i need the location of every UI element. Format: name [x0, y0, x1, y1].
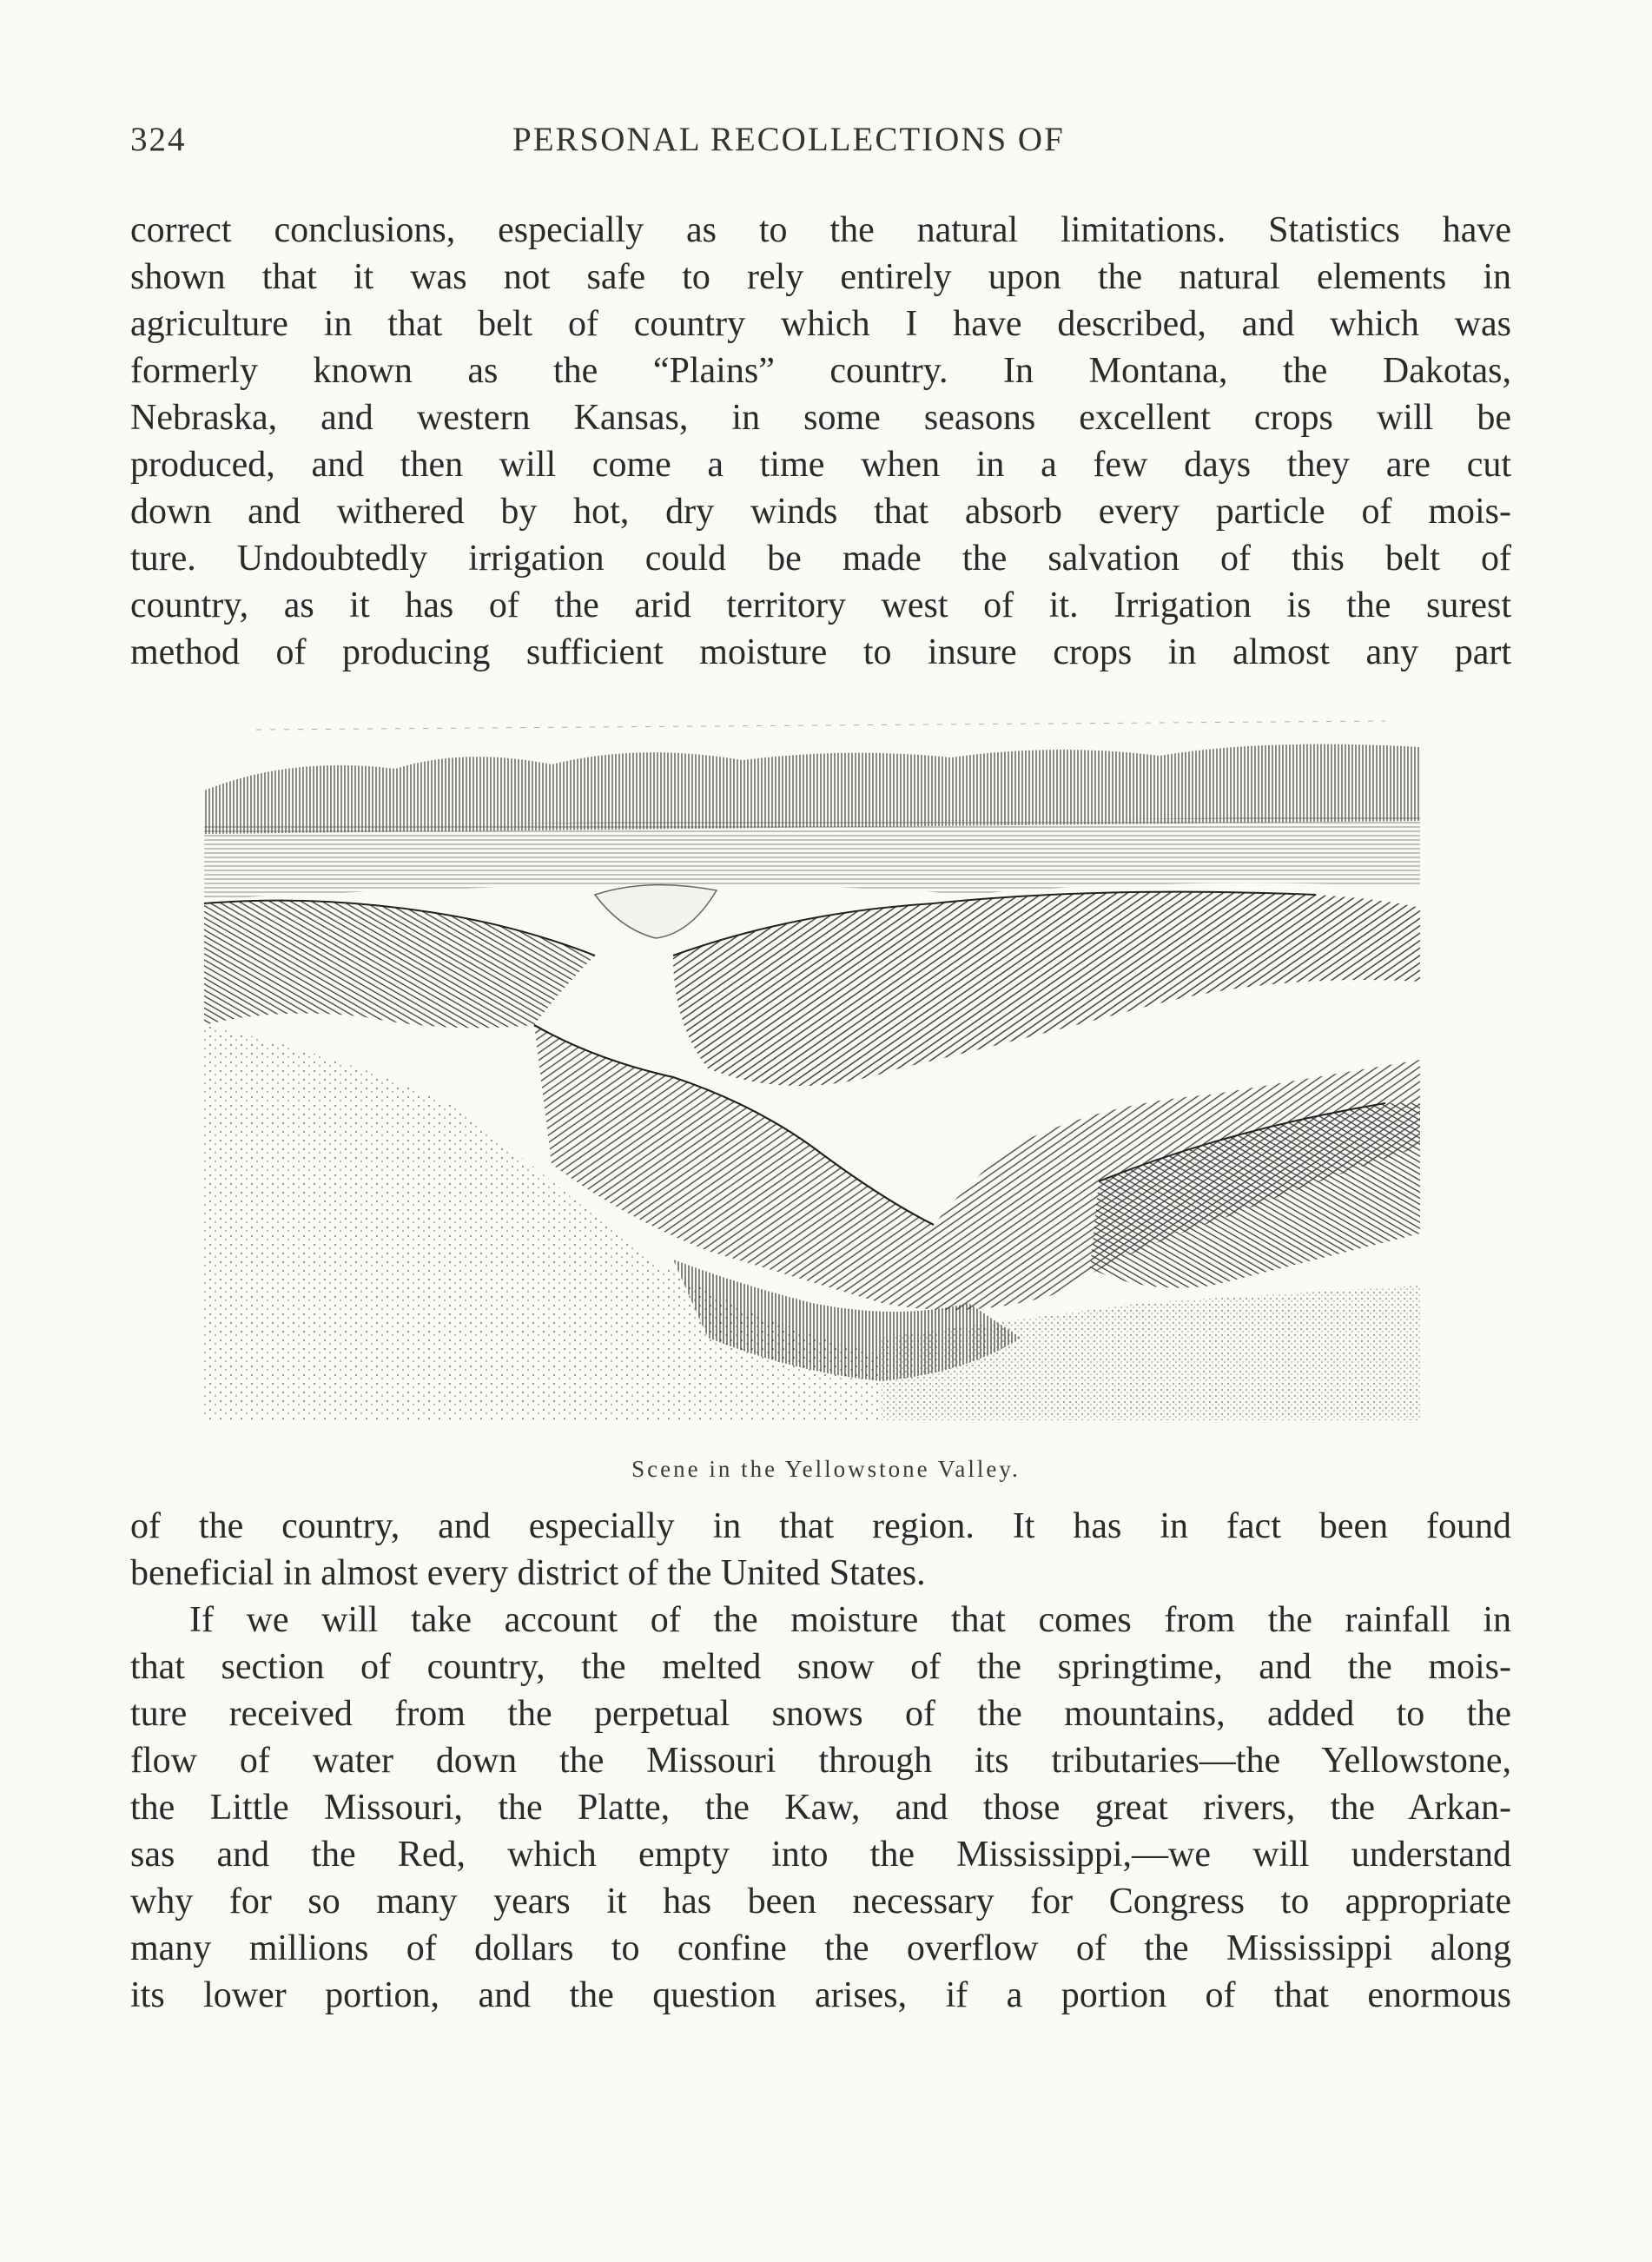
- text-line: of the country, and especially in that region. It has in fact been found: [130, 1506, 1511, 1546]
- text-line: produced, and then will come a time when in a few days they are cut: [130, 445, 1511, 485]
- text-line: method of producing sufficient moisture to insure crops in almost any part: [130, 632, 1511, 672]
- text-line: down and withered by hot, dry winds that absorb every particle of mois-: [130, 492, 1511, 532]
- text-line: formerly known as the “Plains” country. In Montana, the Dakotas,: [130, 351, 1511, 391]
- paragraph-top: [130, 207, 1511, 676]
- text-line: correct conclusions, especially as to the natural limitations. Statistics have: [130, 210, 1511, 250]
- text-line: why for so many years it has been necessary for Congress to appropriate: [130, 1882, 1511, 1921]
- text-line: sas and the Red, which empty into the Mississippi,—we will understand: [130, 1835, 1511, 1875]
- text-line: country, as it has of the arid territory west of it. Irrigation is the surest: [130, 585, 1511, 625]
- text-line: ture. Undoubtedly irrigation could be made the salvation of this belt of: [130, 539, 1511, 579]
- text-line: its lower portion, and the question arises, if a portion of that enormous: [130, 1975, 1511, 2015]
- running-head: [130, 120, 1511, 172]
- engraving-yellowstone-valley: [187, 695, 1437, 1420]
- far-plain: [204, 817, 1420, 899]
- river-pool: [595, 885, 717, 938]
- text-line: ture received from the perpetual snows of the mountains, added to the: [130, 1694, 1511, 1734]
- text-line: flow of water down the Missouri through its tributaries—the Yellowstone,: [130, 1741, 1511, 1781]
- text-line: beneficial in almost every district of the United States.: [130, 1553, 926, 1593]
- text-line: agriculture in that belt of country which I have described, and which was: [130, 304, 1511, 344]
- text-line: many millions of dollars to confine the overflow of the Mississippi along: [130, 1928, 1511, 1968]
- text-line: shown that it was not safe to rely entirely upon the natural elements in: [130, 257, 1511, 297]
- page-number: 324: [130, 121, 187, 158]
- illustration-caption: Scene in the Yellowstone Valley.: [631, 1456, 1021, 1482]
- text-line: Nebraska, and western Kansas, in some seasons excellent crops will be: [130, 398, 1511, 438]
- paragraph-continuation: [130, 1503, 1511, 1597]
- engraving-svg: [187, 695, 1437, 1420]
- right-escarpment: [673, 892, 1420, 1086]
- text-line: that section of country, the melted snow of the springtime, and the mois-: [130, 1647, 1511, 1687]
- paragraph-next: [130, 1597, 1511, 2019]
- text-line: the Little Missouri, the Platte, the Kaw, and those great rivers, the Arkan-: [130, 1788, 1511, 1828]
- text-line: If we will take account of the moisture that comes from the rainfall in: [189, 1600, 1511, 1640]
- running-title: PERSONAL RECOLLECTIONS OF: [512, 121, 1065, 158]
- left-bluff: [204, 901, 595, 1028]
- sky-line: [256, 721, 1385, 730]
